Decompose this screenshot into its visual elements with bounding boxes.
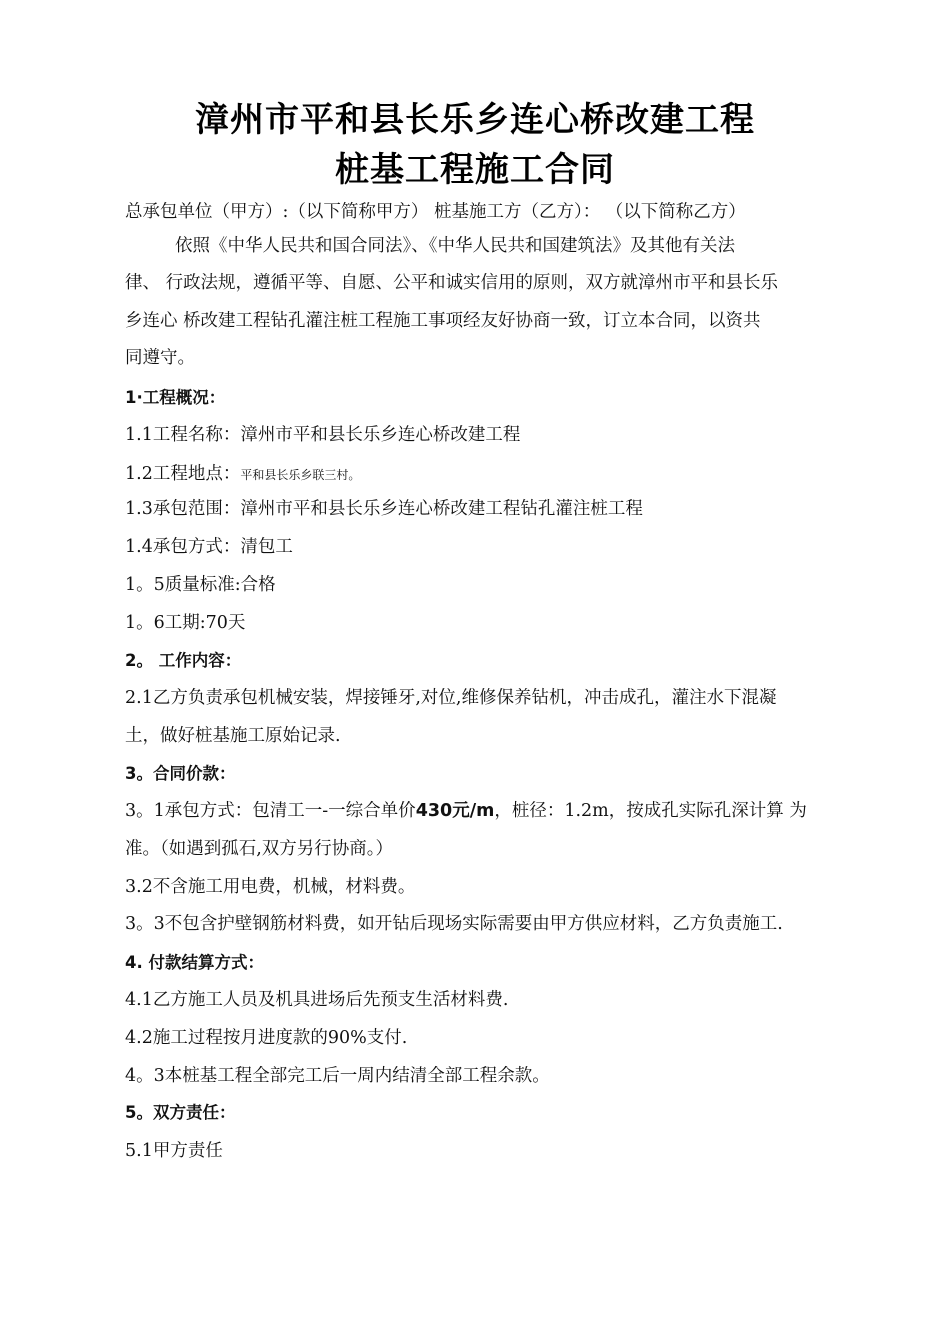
intro-line-1: 依照《中华人民共和国合同法》、《中华人民共和国建筑法》及其他有关法: [175, 236, 735, 256]
section-1-heading: 1·工程概况：: [125, 388, 226, 407]
clause-1-5: 1。5质量标准:合格: [125, 575, 276, 595]
clause-1-2-value: 平和县长乐乡联三村。: [240, 468, 361, 482]
section-3-heading: 3。合同价款：: [125, 764, 236, 783]
clause-3-2: 3.2不含施工用电费，机械，材料费。: [125, 877, 416, 897]
clause-5-1: 5.1甲方责任: [125, 1141, 223, 1161]
clause-3-1-line-1: [125, 799, 845, 823]
clause-1-2-label: 1.2工程地点：: [125, 464, 241, 484]
clause-2-1-line-1: 2.1乙方负责承包机械安装，焊接锤牙,对位,维修保养钻机，冲击成孔，灌注水下混凝: [125, 688, 777, 708]
clause-3-1-line-2: 准。（如遇到孤石,双方另行协商。）: [125, 839, 394, 859]
clause-4-2: 4.2施工过程按月进度款的90%支付.: [125, 1028, 408, 1048]
section-5-heading: 5。双方责任：: [125, 1103, 236, 1122]
parties-line: 总承包单位（甲方）:（以下简称甲方） 桩基施工方（乙方）： （以下简称乙方）: [125, 202, 746, 222]
clause-1-4: 1.4承包方式：清包工: [125, 537, 293, 557]
title-line-2: 桩基工程施工合同: [335, 150, 615, 190]
section-4-heading: 4. 付款结算方式：: [125, 953, 264, 972]
unit-price: 430元/m: [415, 801, 495, 821]
clause-3-1-tail: ，桩径：1.2m，按成孔实际孔深计算 为: [494, 801, 807, 821]
clause-1-6: 1。6工期:70天: [125, 613, 246, 633]
clause-4-1: 4.1乙方施工人员及机具进场后先预支生活材料费.: [125, 990, 509, 1010]
section-2-heading: 2。 工作内容：: [125, 651, 242, 670]
intro-line-3: 乡连心 桥改建工程钻孔灌注桩工程施工事项经友好协商一致，订立本合同，以资共: [125, 311, 761, 331]
intro-line-4: 同遵守。: [125, 348, 195, 368]
clause-4-3: 4。3本桩基工程全部完工后一周内结清全部工程余款。: [125, 1066, 550, 1086]
clause-3-3: 3。3不包含护壁钢筋材料费，如开钻后现场实际需要由甲方供应材料，乙方负责施工.: [125, 914, 783, 934]
clause-1-2: [125, 462, 845, 487]
clause-3-1-text: 3。1承包方式：包清工一-一综合单价: [125, 801, 416, 821]
title-line-1: 漳州市平和县长乐乡连心桥改建工程: [195, 100, 755, 140]
clause-1-3: 1.3承包范围：漳州市平和县长乐乡连心桥改建工程钻孔灌注桩工程: [125, 499, 643, 519]
clause-1-1: 1.1工程名称：漳州市平和县长乐乡连心桥改建工程: [125, 425, 521, 445]
intro-line-2: 律、 行政法规，遵循平等、自愿、公平和诚实信用的原则，双方就漳州市平和县长乐: [125, 273, 779, 293]
clause-2-1-line-2: 土，做好桩基施工原始记录.: [125, 726, 341, 746]
